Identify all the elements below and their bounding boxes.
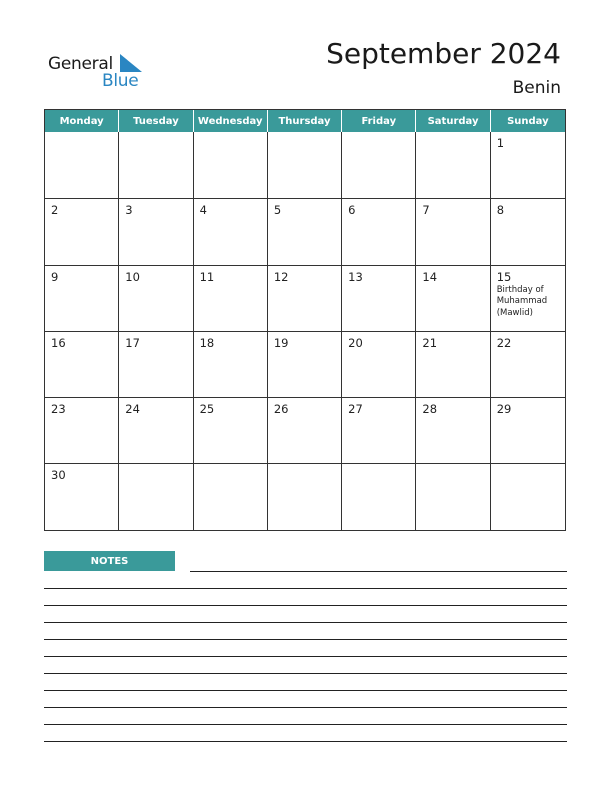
- calendar-day-cell: [119, 266, 193, 331]
- calendar-week: [45, 331, 565, 397]
- calendar-day-cell: [416, 332, 490, 397]
- note-line: [44, 741, 567, 742]
- calendar-week: [45, 265, 565, 331]
- day-number: 16: [51, 335, 66, 350]
- logo-word-blue: Blue: [102, 71, 139, 91]
- notes-label: NOTES: [44, 551, 175, 571]
- calendar-day-cell: [342, 132, 416, 198]
- logo-word-general: General: [48, 54, 113, 74]
- note-line: [190, 571, 567, 572]
- day-number: 14: [422, 269, 438, 284]
- calendar-day-cell: [342, 199, 416, 264]
- weekday-thursday: Thursday: [268, 110, 342, 132]
- calendar-day-cell: [45, 332, 119, 397]
- calendar-grid: [44, 109, 566, 531]
- calendar-day-cell: [119, 132, 193, 198]
- weekday-header: [45, 110, 565, 132]
- calendar-day-cell: [416, 132, 490, 198]
- calendar-day-cell: [194, 132, 268, 198]
- day-number: 1: [496, 136, 505, 150]
- calendar-week: [45, 463, 565, 529]
- day-number: 5: [273, 203, 282, 218]
- day-number: 13: [348, 269, 363, 284]
- day-number: 24: [125, 402, 140, 417]
- day-number: 26: [273, 402, 289, 417]
- calendar-day-cell: [342, 266, 416, 331]
- calendar-week: [45, 198, 565, 264]
- day-number: 20: [348, 335, 363, 350]
- day-number: 12: [273, 269, 289, 284]
- day-number: 10: [125, 269, 140, 284]
- day-number: 2: [51, 203, 59, 218]
- day-number: 15: [496, 269, 512, 284]
- calendar-day-cell: [491, 464, 565, 529]
- weekday-monday: Monday: [45, 110, 119, 132]
- day-number: 28: [422, 402, 438, 417]
- note-line: [44, 622, 567, 623]
- calendar-day-cell: [416, 398, 490, 463]
- calendar-day-cell: [45, 266, 119, 331]
- calendar-day-cell: [491, 266, 565, 331]
- calendar-day-cell: [119, 398, 193, 463]
- note-line: [44, 690, 567, 691]
- logo-triangle-icon: [120, 54, 142, 72]
- calendar-day-cell: [194, 398, 268, 463]
- calendar-day-cell: [268, 132, 342, 198]
- note-line: [44, 707, 567, 708]
- note-line: [44, 724, 567, 725]
- note-line: [44, 639, 567, 640]
- logo: [48, 52, 158, 92]
- day-number: 27: [348, 402, 363, 417]
- day-number: 3: [125, 203, 133, 218]
- calendar-day-cell: [194, 464, 268, 529]
- calendar-day-cell: [416, 464, 490, 529]
- calendar-day-cell: [416, 199, 490, 264]
- day-number: 11: [199, 269, 215, 284]
- country-label: Benin: [512, 78, 561, 98]
- calendar-day-cell: [45, 132, 119, 198]
- calendar-day-cell: [268, 199, 342, 264]
- calendar-day-cell: [45, 464, 119, 529]
- note-line: [44, 673, 567, 674]
- calendar-day-cell: [119, 199, 193, 264]
- calendar-day-cell: [268, 398, 342, 463]
- day-number: 19: [273, 335, 289, 350]
- calendar-day-cell: [416, 266, 490, 331]
- day-number: 23: [51, 402, 66, 417]
- day-number: 22: [496, 335, 512, 350]
- page-title: September 2024: [326, 37, 561, 70]
- weekday-wednesday: Wednesday: [194, 110, 268, 132]
- note-line: [44, 656, 567, 657]
- day-number: 9: [51, 269, 59, 284]
- day-number: 21: [422, 335, 438, 350]
- day-number: 25: [199, 402, 215, 417]
- calendar-day-cell: [268, 332, 342, 397]
- holiday-label: Birthday of Muhammad (Mawlid): [496, 284, 548, 318]
- calendar-day-cell: [491, 199, 565, 264]
- day-number: 6: [348, 203, 356, 218]
- weekday-friday: Friday: [342, 110, 416, 132]
- calendar-day-cell: [119, 464, 193, 529]
- calendar-day-cell: [45, 199, 119, 264]
- calendar-day-cell: [119, 332, 193, 397]
- calendar-day-cell: [342, 398, 416, 463]
- day-number: 17: [125, 335, 140, 350]
- calendar-day-cell: [194, 199, 268, 264]
- calendar-day-cell: [342, 464, 416, 529]
- calendar-day-cell: [491, 398, 565, 463]
- day-number: 29: [496, 402, 512, 417]
- calendar-day-cell: [491, 332, 565, 397]
- weekday-tuesday: Tuesday: [119, 110, 193, 132]
- weekday-sunday: Sunday: [507, 115, 549, 127]
- calendar-day-cell: [45, 398, 119, 463]
- weekday-saturday: Saturday: [416, 110, 490, 132]
- calendar-day-cell: [342, 332, 416, 397]
- note-line: [44, 605, 567, 606]
- day-number: 18: [199, 335, 215, 350]
- day-number: 4: [199, 203, 207, 218]
- calendar-week: [45, 397, 565, 463]
- day-number: 30: [51, 468, 66, 483]
- calendar-day-cell: [268, 464, 342, 529]
- calendar-week: [45, 132, 565, 198]
- note-line: [44, 588, 567, 589]
- day-number: 8: [496, 203, 505, 218]
- calendar-day-cell: [491, 132, 565, 198]
- calendar-day-cell: [194, 266, 268, 331]
- calendar-weeks: [45, 132, 565, 530]
- day-number: 7: [422, 203, 430, 218]
- calendar-day-cell: [268, 266, 342, 331]
- calendar-day-cell: [194, 332, 268, 397]
